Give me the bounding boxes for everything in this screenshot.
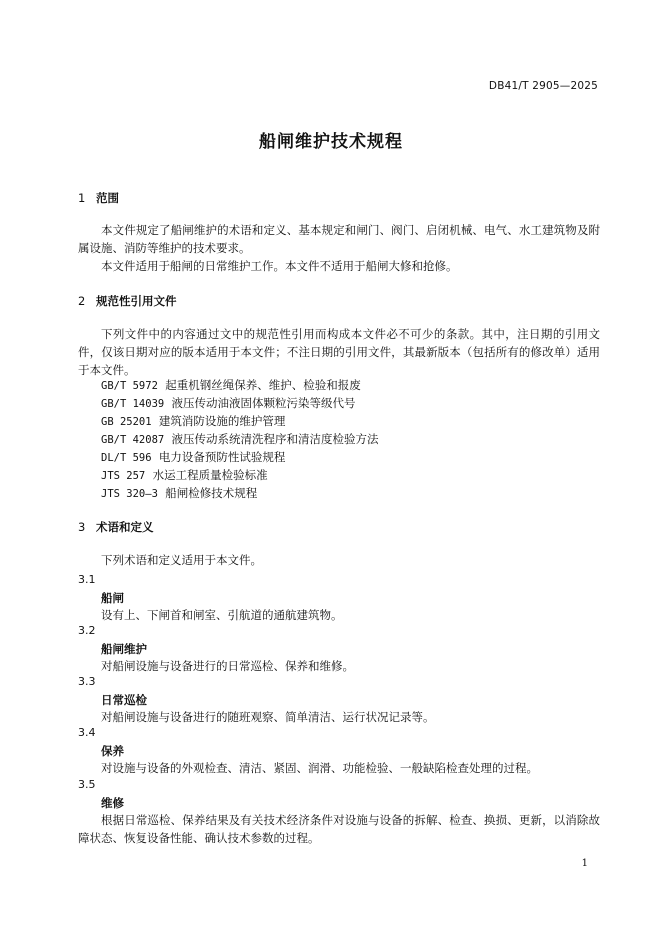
reference-code: GB/T 42087 bbox=[101, 434, 165, 446]
term-name: 保养 bbox=[101, 744, 124, 758]
term-number: 3.1 bbox=[78, 573, 96, 586]
section-number: 3 bbox=[78, 520, 86, 534]
section-3-intro: 下列术语和定义适用于本文件。 bbox=[101, 553, 262, 567]
section-title: 规范性引用文件 bbox=[96, 294, 177, 308]
term-number: 3.5 bbox=[78, 778, 96, 791]
term-definition: 根据日常巡检、保养结果及有关技术经济条件对设施与设备的拆解、检查、换损、更新，以消除故障状态、恢复设备性能、确认技术参数的过程。 bbox=[78, 813, 600, 845]
term-name: 船闸维护 bbox=[101, 642, 147, 656]
section-1-heading bbox=[78, 190, 119, 206]
section-number: 2 bbox=[78, 294, 86, 308]
reference-title: 液压传动油液固体颗粒污染等级代号 bbox=[171, 396, 356, 410]
section-1-paragraph-1: 本文件规定了船闸维护的术语和定义、基本规定和闸门、阀门、启闭机械、电气、水工建筑物及附属设施、消防等维护的技术要求。 bbox=[78, 223, 600, 255]
section-3-heading bbox=[78, 519, 154, 535]
section-1-paragraph-2: 本文件适用于船闸的日常维护工作。本文件不适用于船闸大修和抢修。 bbox=[101, 259, 458, 273]
term-name: 日常巡检 bbox=[101, 693, 147, 707]
reference-title: 船闸检修技术规程 bbox=[165, 486, 258, 500]
reference-item bbox=[101, 377, 361, 393]
section-number: 1 bbox=[78, 191, 86, 205]
term-name: 维修 bbox=[101, 796, 124, 810]
term-name: 船闸 bbox=[101, 591, 124, 605]
section-title: 范围 bbox=[96, 191, 119, 205]
term-definition: 设有上、下闸首和闸室、引航道的通航建筑物。 bbox=[101, 608, 343, 622]
reference-item bbox=[101, 485, 257, 501]
reference-code: GB/T 5972 bbox=[101, 380, 158, 392]
reference-item bbox=[101, 449, 285, 465]
reference-code: GB 25201 bbox=[101, 416, 152, 428]
term-number: 3.4 bbox=[78, 726, 96, 739]
reference-code: DL/T 596 bbox=[101, 452, 152, 464]
reference-title: 电力设备预防性试验规程 bbox=[158, 450, 286, 464]
section-2-heading bbox=[78, 293, 177, 309]
reference-code: JTS 320—3 bbox=[101, 488, 158, 500]
term-number: 3.2 bbox=[78, 624, 96, 637]
term-definition: 对船闸设施与设备进行的日常巡检、保养和维修。 bbox=[101, 659, 354, 673]
term-definition: 对设施与设备的外观检查、清洁、紧固、润滑、功能检验、一般缺陷检查处理的过程。 bbox=[101, 761, 538, 775]
page-number: 1 bbox=[581, 858, 588, 869]
reference-item bbox=[101, 467, 268, 483]
reference-code: GB/T 14039 bbox=[101, 398, 165, 410]
section-title: 术语和定义 bbox=[96, 520, 154, 534]
document-title: 船闸维护技术规程 bbox=[259, 132, 403, 152]
reference-title: 建筑消防设施的维护管理 bbox=[158, 414, 286, 428]
reference-item bbox=[101, 413, 285, 429]
reference-item bbox=[101, 431, 379, 447]
reference-title: 水运工程质量检验标准 bbox=[152, 468, 268, 482]
reference-item bbox=[101, 395, 356, 411]
reference-code: JTS 257 bbox=[101, 470, 146, 482]
reference-title: 液压传动系统清洗程序和清洁度检验方法 bbox=[171, 432, 379, 446]
document-code: DB41/T 2905—2025 bbox=[488, 80, 598, 92]
section-2-intro: 下列文件中的内容通过文中的规范性引用而构成本文件必不可少的条款。其中，注日期的引用文件，仅该日期对应的版本适用于本文件；不注日期的引用文件，其最新版本（包括所有的修改单）适用于本文件。 bbox=[78, 327, 600, 377]
term-definition: 对船闸设施与设备进行的随班观察、简单清洁、运行状况记录等。 bbox=[101, 710, 435, 724]
reference-title: 起重机钢丝绳保养、维护、检验和报废 bbox=[165, 378, 361, 392]
term-number: 3.3 bbox=[78, 675, 96, 688]
